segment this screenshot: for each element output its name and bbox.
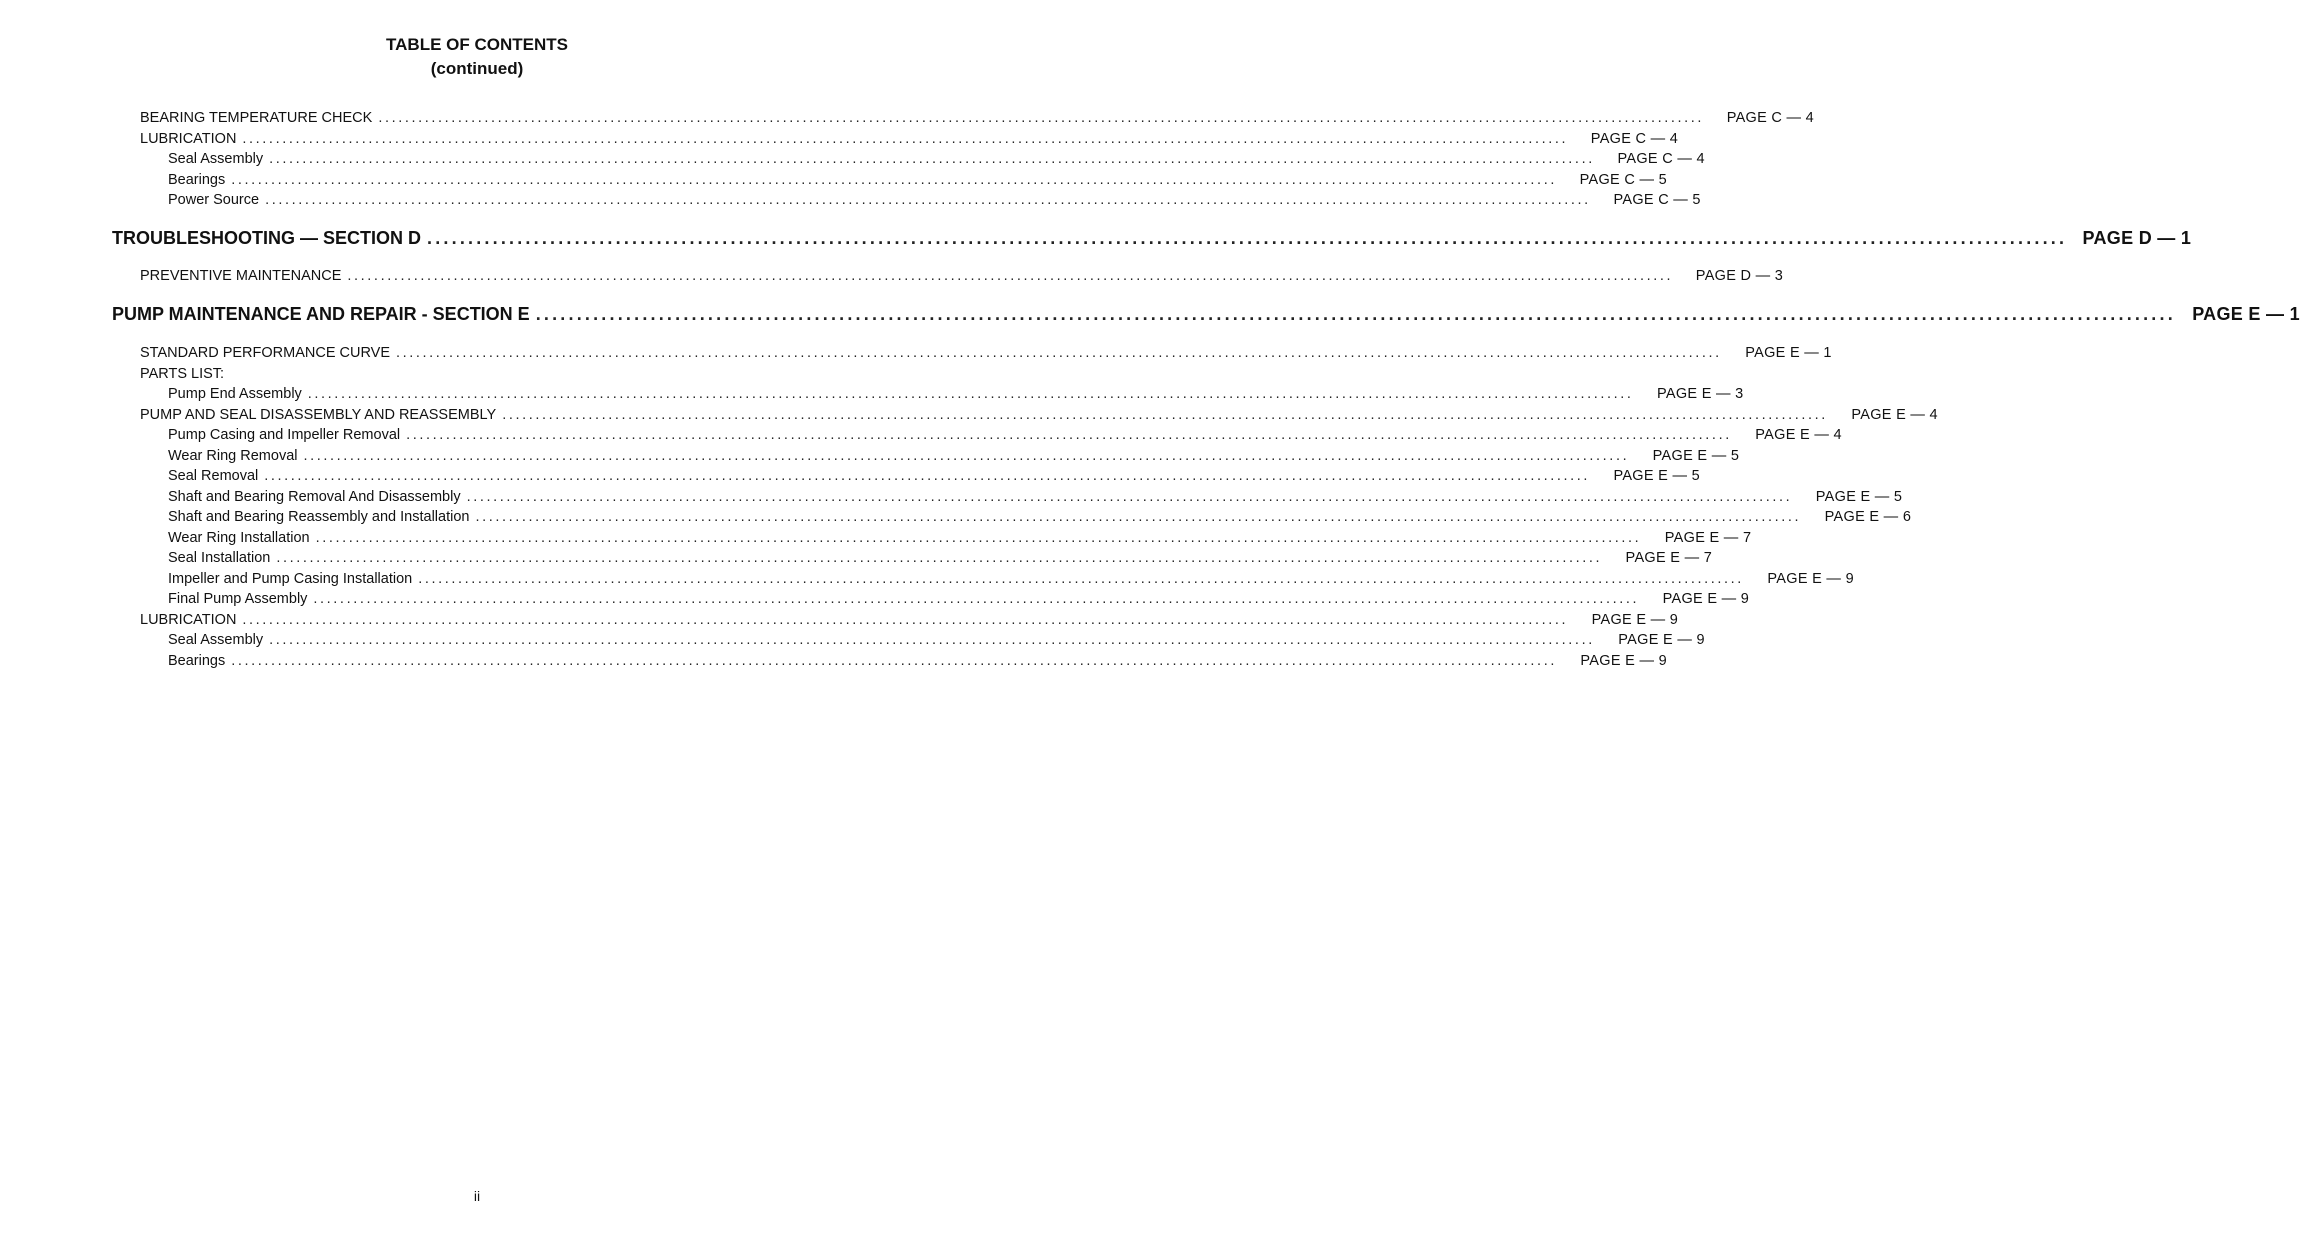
dot-leader: ........................................................................................................................................................................................................ <box>466 488 1793 505</box>
toc-entry-label: BEARING TEMPERATURE CHECK <box>140 110 373 126</box>
toc-entry-page: PAGE E — 9 <box>1618 632 1705 648</box>
dot-leader: ........................................................................................................................................................................................................ <box>535 304 2176 324</box>
toc-entry-page: PAGE E — 9 <box>1591 611 1679 628</box>
toc-group-heading <box>140 364 230 384</box>
toc-entry[interactable] <box>140 108 1815 128</box>
toc-entry[interactable] <box>168 446 1740 466</box>
toc-entry-page: PAGE E — 4 <box>1755 427 1842 443</box>
toc-entry-label: Shaft and Bearing Reassembly and Installation <box>168 509 470 525</box>
toc-entry-label: LUBRICATION <box>140 611 237 628</box>
toc-section-page: PAGE D — 1 <box>2082 228 2192 248</box>
toc-entry-label: Seal Removal <box>168 468 259 484</box>
page-number: ii <box>473 1188 481 1204</box>
dot-leader: ........................................................................................................................................................................................................ <box>231 171 1557 188</box>
toc-entry[interactable] <box>168 589 1750 609</box>
toc-entry[interactable] <box>140 405 1938 425</box>
dot-leader: ........................................................................................................................................................................................................ <box>313 591 1640 607</box>
toc-entry[interactable] <box>168 630 1705 650</box>
toc-entry[interactable] <box>168 170 1667 190</box>
page-subtitle: (continued) <box>430 59 524 78</box>
toc-entry[interactable] <box>140 129 1679 149</box>
toc-entry-label: Seal Installation <box>168 550 271 566</box>
toc-entry-label: Power Source <box>168 192 260 208</box>
dot-leader: ........................................................................................................................................................................................................ <box>502 406 1828 423</box>
toc-entry[interactable] <box>168 190 1701 210</box>
dot-leader: ........................................................................................................................................................................................................ <box>231 652 1557 669</box>
toc-entry-label: Final Pump Assembly <box>168 591 308 607</box>
toc-entry-label: Bearings <box>168 171 226 188</box>
toc-entry[interactable] <box>168 384 1744 404</box>
toc-entry-label: STANDARD PERFORMANCE CURVE <box>140 345 391 361</box>
toc-entry-page: PAGE E — 9 <box>1767 570 1854 587</box>
toc-section-page: PAGE E — 1 <box>2192 304 2300 324</box>
toc-entry-page: PAGE E — 1 <box>1745 345 1832 361</box>
toc-entry-page: PAGE E — 9 <box>1662 591 1750 607</box>
toc-entry-page: PAGE C — 4 <box>1590 130 1679 147</box>
dot-leader: ........................................................................................................................................................................................................ <box>269 151 1595 167</box>
dot-leader: ........................................................................................................................................................................................................ <box>242 130 1569 147</box>
toc-entry-page: PAGE C — 5 <box>1579 171 1667 188</box>
toc-entry-page: PAGE E — 7 <box>1625 550 1713 566</box>
toc-entry-label: Wear Ring Installation <box>168 529 310 546</box>
toc-section-entry[interactable] <box>112 302 2300 326</box>
toc-entry-label: PREVENTIVE MAINTENANCE <box>140 268 342 284</box>
dot-leader: ........................................................................................................................................................................................................ <box>315 529 1642 546</box>
toc-entry-page: PAGE D — 3 <box>1695 268 1784 284</box>
toc-entry[interactable] <box>168 528 1752 548</box>
toc-entry[interactable] <box>168 487 1903 507</box>
toc-entry[interactable] <box>168 651 1667 671</box>
dot-leader: ........................................................................................................................................................................................................ <box>264 468 1590 484</box>
toc-section-entry[interactable] <box>112 226 2192 250</box>
toc-entry[interactable] <box>140 266 1784 286</box>
dot-leader: ........................................................................................................................................................................................................ <box>378 110 1705 126</box>
toc-entry-label: Pump Casing and Impeller Removal <box>168 427 401 443</box>
dot-leader: ........................................................................................................................................................................................................ <box>406 427 1732 443</box>
toc-section-label: TROUBLESHOOTING — SECTION D <box>112 228 422 248</box>
toc-entry-page: PAGE E — 5 <box>1815 488 1903 505</box>
dot-leader: ........................................................................................................................................................................................................ <box>396 345 1722 361</box>
dot-leader: ........................................................................................................................................................................................................ <box>303 447 1630 464</box>
dot-leader: ........................................................................................................................................................................................................ <box>269 632 1595 648</box>
toc-entry[interactable] <box>168 507 1912 527</box>
toc-entry-page: PAGE E — 4 <box>1851 406 1938 423</box>
toc-entry[interactable] <box>168 569 1854 589</box>
dot-leader: ........................................................................................................................................................................................................ <box>276 550 1603 566</box>
toc-section-label: PUMP MAINTENANCE AND REPAIR - SECTION E <box>112 304 530 324</box>
toc-entry-page: PAGE C — 5 <box>1613 192 1701 208</box>
toc-entry[interactable] <box>140 343 1832 363</box>
toc-entry[interactable] <box>168 548 1713 568</box>
toc-entry-page: PAGE E — 3 <box>1656 386 1744 402</box>
dot-leader: ........................................................................................................................................................................................................ <box>265 192 1591 208</box>
toc-entry-label: Impeller and Pump Casing Installation <box>168 570 413 587</box>
dot-leader: ........................................................................................................................................................................................................ <box>418 570 1744 587</box>
toc-entry-label: LUBRICATION <box>140 130 237 147</box>
dot-leader: ........................................................................................................................................................................................................ <box>427 228 2068 248</box>
dot-leader: ........................................................................................................................................................................................................ <box>307 386 1634 402</box>
toc-entry-label: Seal Assembly <box>168 151 264 167</box>
toc-entry-page: PAGE E — 5 <box>1652 447 1740 464</box>
toc-group-label: PARTS LIST: <box>140 365 225 382</box>
toc-entry-label: Bearings <box>168 652 226 669</box>
toc-entry-label: Seal Assembly <box>168 632 264 648</box>
dot-leader: ........................................................................................................................................................................................................ <box>347 268 1674 284</box>
toc-entry[interactable] <box>140 610 1679 630</box>
toc-entry-label: Pump End Assembly <box>168 386 302 402</box>
page-title: TABLE OF CONTENTS <box>386 35 568 54</box>
toc-entry[interactable] <box>168 466 1700 486</box>
toc-entry-label: Wear Ring Removal <box>168 447 298 464</box>
toc-entry-page: PAGE E — 5 <box>1613 468 1700 484</box>
toc-entry-page: PAGE C — 4 <box>1617 151 1705 167</box>
toc-entry-page: PAGE C — 4 <box>1726 110 1815 126</box>
toc-entry-page: PAGE E — 6 <box>1824 509 1912 525</box>
toc-entry-label: Shaft and Bearing Removal And Disassembly <box>168 488 461 505</box>
dot-leader: ........................................................................................................................................................................................................ <box>475 509 1802 525</box>
toc-entry[interactable] <box>168 149 1705 169</box>
toc-entry-label: PUMP AND SEAL DISASSEMBLY AND REASSEMBLY <box>140 406 497 423</box>
toc-entry-page: PAGE E — 7 <box>1664 529 1752 546</box>
toc-entry[interactable] <box>168 425 1842 445</box>
toc-entry-page: PAGE E — 9 <box>1580 652 1667 669</box>
dot-leader: ........................................................................................................................................................................................................ <box>242 611 1569 628</box>
